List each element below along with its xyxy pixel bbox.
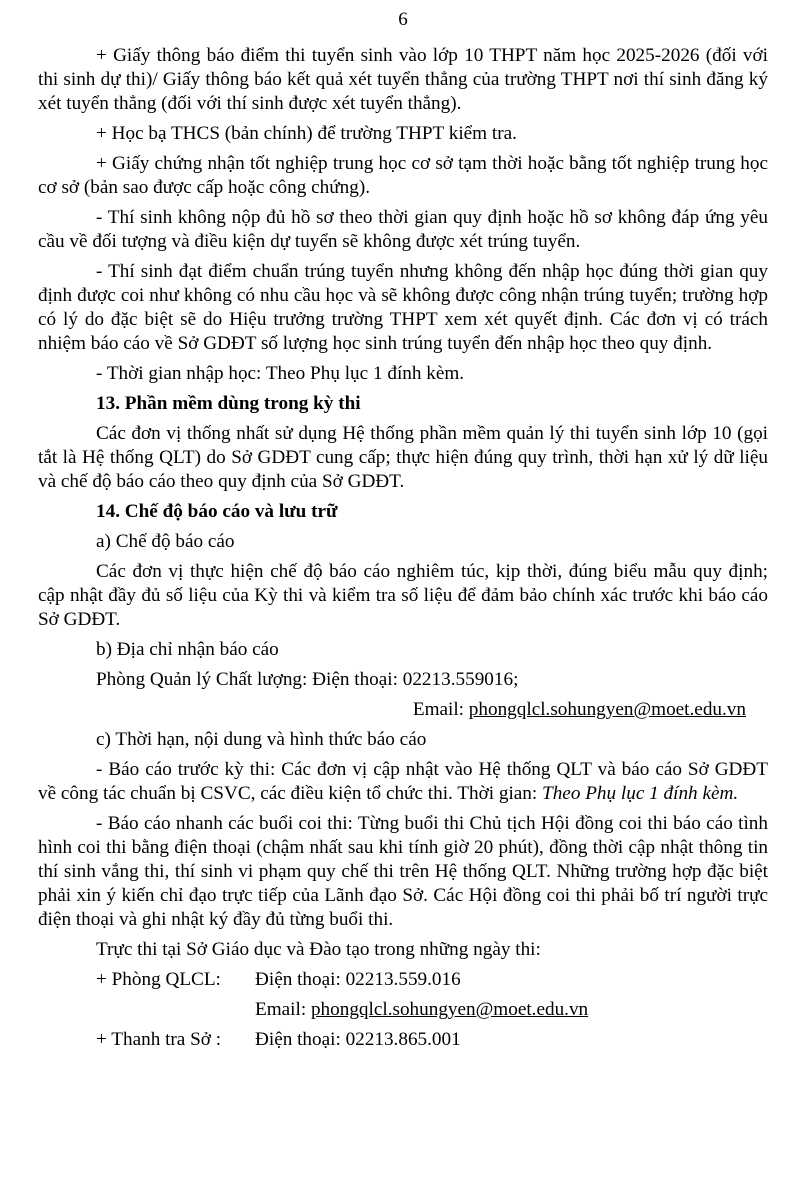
paragraph-certificate: + Giấy chứng nhận tốt nghiệp trung học cơ sở tạm thời hoặc bằng tốt nghiệp trung học cơ sở (bản sao được cấp hoặc công chứng).	[38, 153, 768, 198]
contact-qlcl-email-row	[38, 998, 768, 1022]
contact-qlcl-phone: Điện thoại: 02213.559.016	[255, 969, 461, 990]
paragraph-on-duty: Trực thi tại Sở Giáo dục và Đào tạo trong những ngày thi:	[96, 939, 541, 960]
subheading-a: a) Chế độ báo cáo	[96, 531, 235, 552]
paragraph-quality-office-phone: Phòng Quản lý Chất lượng: Điện thoại: 02213.559016;	[96, 669, 519, 690]
email-label: Email:	[255, 999, 311, 1020]
paragraph-incomplete-dossier: - Thí sinh không nộp đủ hồ sơ theo thời gian quy định hoặc hồ sơ không đáp ứng yêu cầu về đối tượng và điều kiện dự tuyển sẽ không được xét trúng tuyển.	[38, 207, 768, 252]
page-number: 6	[398, 9, 408, 30]
paragraph-transcript: + Học bạ THCS (bản chính) để trường THPT kiểm tra.	[96, 123, 517, 144]
contact-qlcl-label: + Phòng QLCL:	[96, 969, 221, 990]
paragraph-pre-exam-report	[38, 758, 768, 806]
subheading-b: b) Địa chỉ nhận báo cáo	[96, 639, 279, 660]
paragraph-software: Các đơn vị thống nhất sử dụng Hệ thống phần mềm quản lý thi tuyển sinh lớp 10 (gọi tắt là Hệ thống QLT) do Sở GDĐT cung cấp; thực hiện đúng quy trình, thời hạn xử lý dữ liệu và chế độ báo cáo theo quy định của Sở GDĐT.	[38, 423, 768, 492]
contact-qlcl-email	[255, 998, 588, 1022]
email-line-1	[38, 698, 768, 722]
paragraph-enrollment-time: - Thời gian nhập học: Theo Phụ lục 1 đính kèm.	[96, 363, 465, 384]
contact-inspector-phone-row	[38, 1028, 768, 1052]
paragraph-quick-report: - Báo cáo nhanh các buổi coi thi: Từng buổi thi Chủ tịch Hội đồng coi thi báo cáo tình hình coi thi bằng điện thoại (chậm nhất sau khi tính giờ 20 phút), đồng thời cập nhật thông tin thí sinh vắng thi, thí sinh vi phạm quy chế thi trên Hệ thống QLT. Những trường hợp đặc biệt phải xin ý kiến chỉ đạo trực tiếp của Lãnh đạo Sở. Các Hội đồng coi thi phải bố trí người trực điện thoại và ghi nhật ký đầy đủ từng buổi thi.	[38, 813, 768, 930]
contact-inspector-label: + Thanh tra Sở :	[96, 1029, 222, 1050]
contact-qlcl-phone-row	[38, 968, 768, 992]
section-heading-13: 13. Phần mềm dùng trong kỳ thi	[96, 393, 361, 414]
email-label: Email:	[412, 699, 469, 720]
subheading-c: c) Thời hạn, nội dung và hình thức báo cáo	[96, 729, 427, 750]
paragraph-reporting-regime: Các đơn vị thực hiện chế độ báo cáo nghiêm túc, kịp thời, đúng biểu mẫu quy định; cập nhật đầy đủ số liệu của Kỳ thi và kiểm tra số liệu để đảm bảo chính xác trước khi báo cáo Sở GDĐT.	[38, 561, 768, 630]
email-link-1[interactable]: phongqlcl.sohungyen@moet.edu.vn	[468, 699, 746, 720]
paragraph-score-notice: + Giấy thông báo điểm thi tuyển sinh vào lớp 10 THPT năm học 2025-2026 (đối với thi sinh dự thi)/ Giấy thông báo kết quả xét tuyển thẳng của trường THPT nơi thí sinh đăng ký xét tuyển thẳng (đối với thí sinh được xét tuyển thẳng).	[38, 45, 768, 114]
pre-exam-report-text: - Báo cáo trước kỳ thi: Các đơn vị cập nhật vào Hệ thống QLT và báo cáo Sở GDĐT về công tác chuẩn bị CSVC, các điều kiện tổ chức thi. Thời gian:	[38, 759, 768, 804]
email-link-2[interactable]: phongqlcl.sohungyen@moet.edu.vn	[310, 999, 589, 1020]
paragraph-enrollment-rule: - Thí sinh đạt điểm chuẩn trúng tuyển nhưng không đến nhập học đúng thời gian quy định được coi như không có nhu cầu học và sẽ không được công nhận trúng tuyển; trường hợp có lý do đặc biệt sẽ do Hiệu trưởng trường THPT xem xét quyết định. Các đơn vị có trách nhiệm báo cáo về Sở GDĐT số lượng học sinh trúng tuyển đến nhập học theo quy định.	[38, 261, 768, 354]
pre-exam-report-italic: Theo Phụ lục 1 đính kèm.	[542, 783, 739, 804]
section-heading-14: 14. Chế độ báo cáo và lưu trữ	[96, 501, 338, 522]
contact-inspector-phone: Điện thoại: 02213.865.001	[255, 1029, 461, 1050]
